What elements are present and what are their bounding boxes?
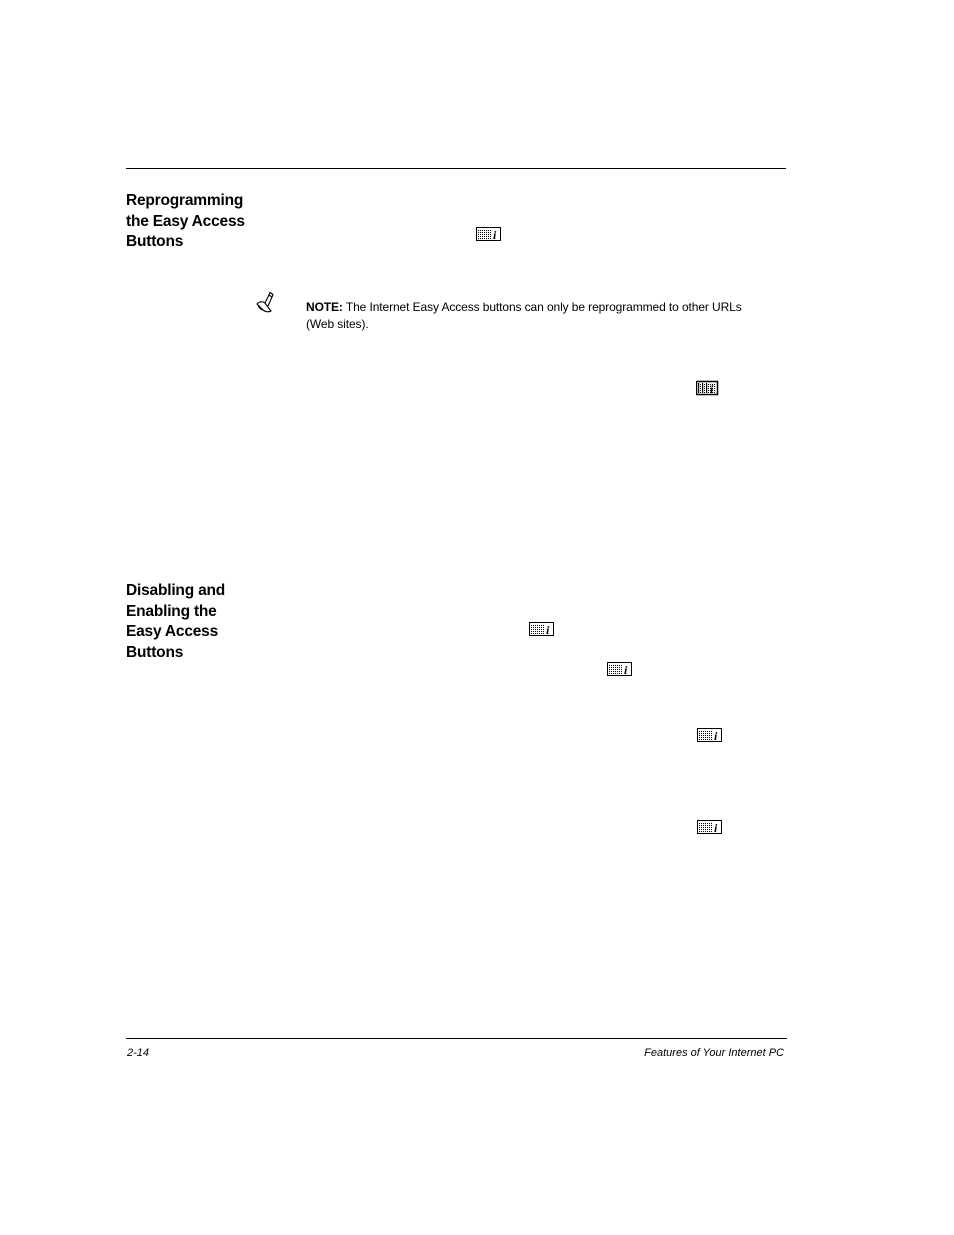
note-pencil-icon bbox=[255, 291, 277, 313]
page-number: 2-14 bbox=[127, 1047, 150, 1059]
footer-rule bbox=[126, 1038, 787, 1039]
chapter-title: Features of Your Internet PC bbox=[644, 1047, 784, 1059]
header-rule bbox=[126, 168, 786, 169]
easy-access-keyboard-icon bbox=[607, 661, 633, 677]
section-heading-disabling bbox=[126, 581, 256, 663]
section-heading-reprogramming bbox=[126, 191, 256, 253]
heading-line: Enabling the bbox=[126, 602, 217, 620]
note-text: The Internet Easy Access buttons can only be reprogrammed to other URLs bbox=[342, 300, 742, 314]
easy-access-keyboard-icon bbox=[529, 621, 555, 637]
easy-access-keyboard-icon bbox=[697, 727, 723, 743]
easy-access-keyboard-icon bbox=[476, 226, 502, 242]
note-label: NOTE: bbox=[306, 300, 343, 314]
easy-access-keyboard-icon bbox=[696, 380, 722, 396]
note-text-continued: (Web sites). bbox=[306, 317, 369, 331]
heading-line: Reprogramming bbox=[126, 192, 244, 209]
heading-line: Buttons bbox=[126, 233, 184, 250]
heading-line: Disabling and bbox=[126, 582, 226, 599]
heading-line: Buttons bbox=[126, 643, 184, 661]
note-block bbox=[306, 299, 746, 333]
easy-access-keyboard-icon bbox=[697, 819, 723, 835]
heading-line: Easy Access bbox=[126, 623, 219, 640]
heading-line: the Easy Access bbox=[126, 212, 245, 230]
